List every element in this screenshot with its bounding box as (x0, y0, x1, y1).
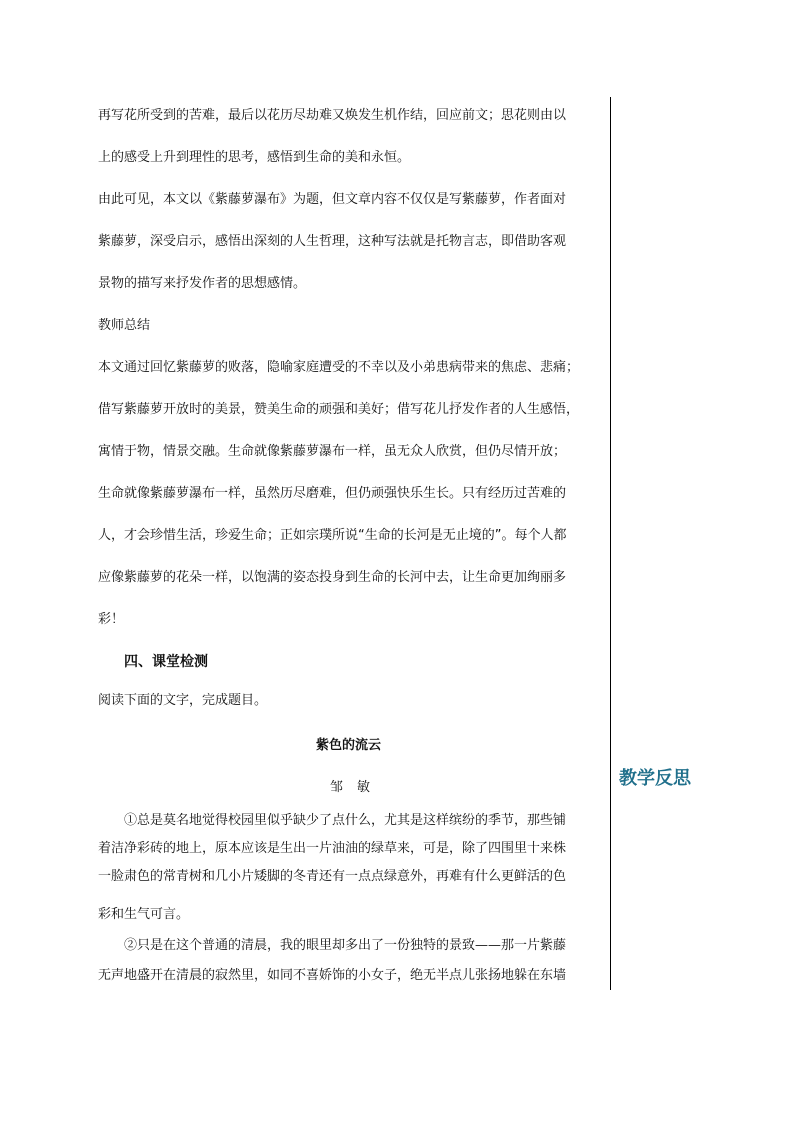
teaching-reflection-title: 教学反思 (619, 768, 691, 789)
column-divider (610, 97, 611, 990)
summary-line-5: 人，才会珍惜生活，珍爱生命；正如宗璞所说“生命的长河是无止境的”。每个人都 (98, 528, 567, 543)
passage-line-4: 彩和生气可言。 (98, 907, 190, 922)
passage-line-2: 着洁净彩砖的地上，原本应该是生出一片油油的绿草来，可是，除了四围里十来株 (98, 841, 567, 856)
summary-line-2: 借写紫藤萝开放时的美景，赞美生命的顽强和美好；借写花儿抒发作者的人生感悟， (98, 402, 580, 417)
passage-line-1: ①总是莫名地觉得校园里似乎缺少了点什么，尤其是这样缤纷的季节，那些铺 (124, 813, 567, 828)
summary-line-4: 生命就像紫藤萝瀑布一样，虽然历尽磨难，但仍顽强快乐生长。只有经历过苦难的 (98, 486, 567, 501)
summary-line-1: 本文通过回忆紫藤萝的败落，隐喻家庭遭受的不幸以及小弟患病带来的焦虑、悲痛； (98, 360, 580, 375)
instruction-text: 阅读下面的文字，完成题目。 (98, 693, 268, 708)
passage-line-6: 无声地盛开在清晨的寂然里，如同不喜娇饰的小女子，绝无半点儿张扬地躲在东墙 (98, 968, 567, 983)
passage-title: 紫色的流云 (316, 738, 382, 753)
intro-line-1: 再写花所受到的苦难，最后以花历尽劫难又焕发生机作结，回应前文；思花则由以 (98, 108, 567, 123)
intro-line-3: 由此可见，本文以《紫藤萝瀑布》为题，但文章内容不仅仅是写紫藤萝，作者面对 (98, 192, 567, 207)
intro-line-2: 上的感受上升到理性的思考，感悟到生命的美和永恒。 (98, 150, 411, 165)
teacher-summary-label: 教师总结 (98, 318, 151, 333)
passage-line-3: 一脸肃色的常青树和几小片矮脚的冬青还有一点点绿意外，再难有什么更鲜活的色 (98, 869, 567, 884)
passage-author: 邹敏 (330, 780, 385, 795)
intro-line-4: 紫藤萝，深受启示，感悟出深刻的人生哲理，这种写法就是托物言志，即借助客观 (98, 234, 567, 249)
passage-line-5: ②只是在这个普通的清晨，我的眼里却多出了一份独特的景致——那一片紫藤 (124, 938, 567, 953)
summary-line-6: 应像紫藤萝的花朵一样，以饱满的姿态投身到生命的长河中去，让生命更加绚丽多 (98, 570, 567, 585)
summary-line-7: 彩！ (98, 612, 125, 627)
intro-line-5: 景物的描写来抒发作者的思想感情。 (98, 276, 307, 291)
section-heading: 四、课堂检测 (124, 654, 208, 670)
summary-line-3: 寓情于物，情景交融。生命就像紫藤萝瀑布一样，虽无众人欣赏，但仍尽情开放； (98, 444, 567, 459)
